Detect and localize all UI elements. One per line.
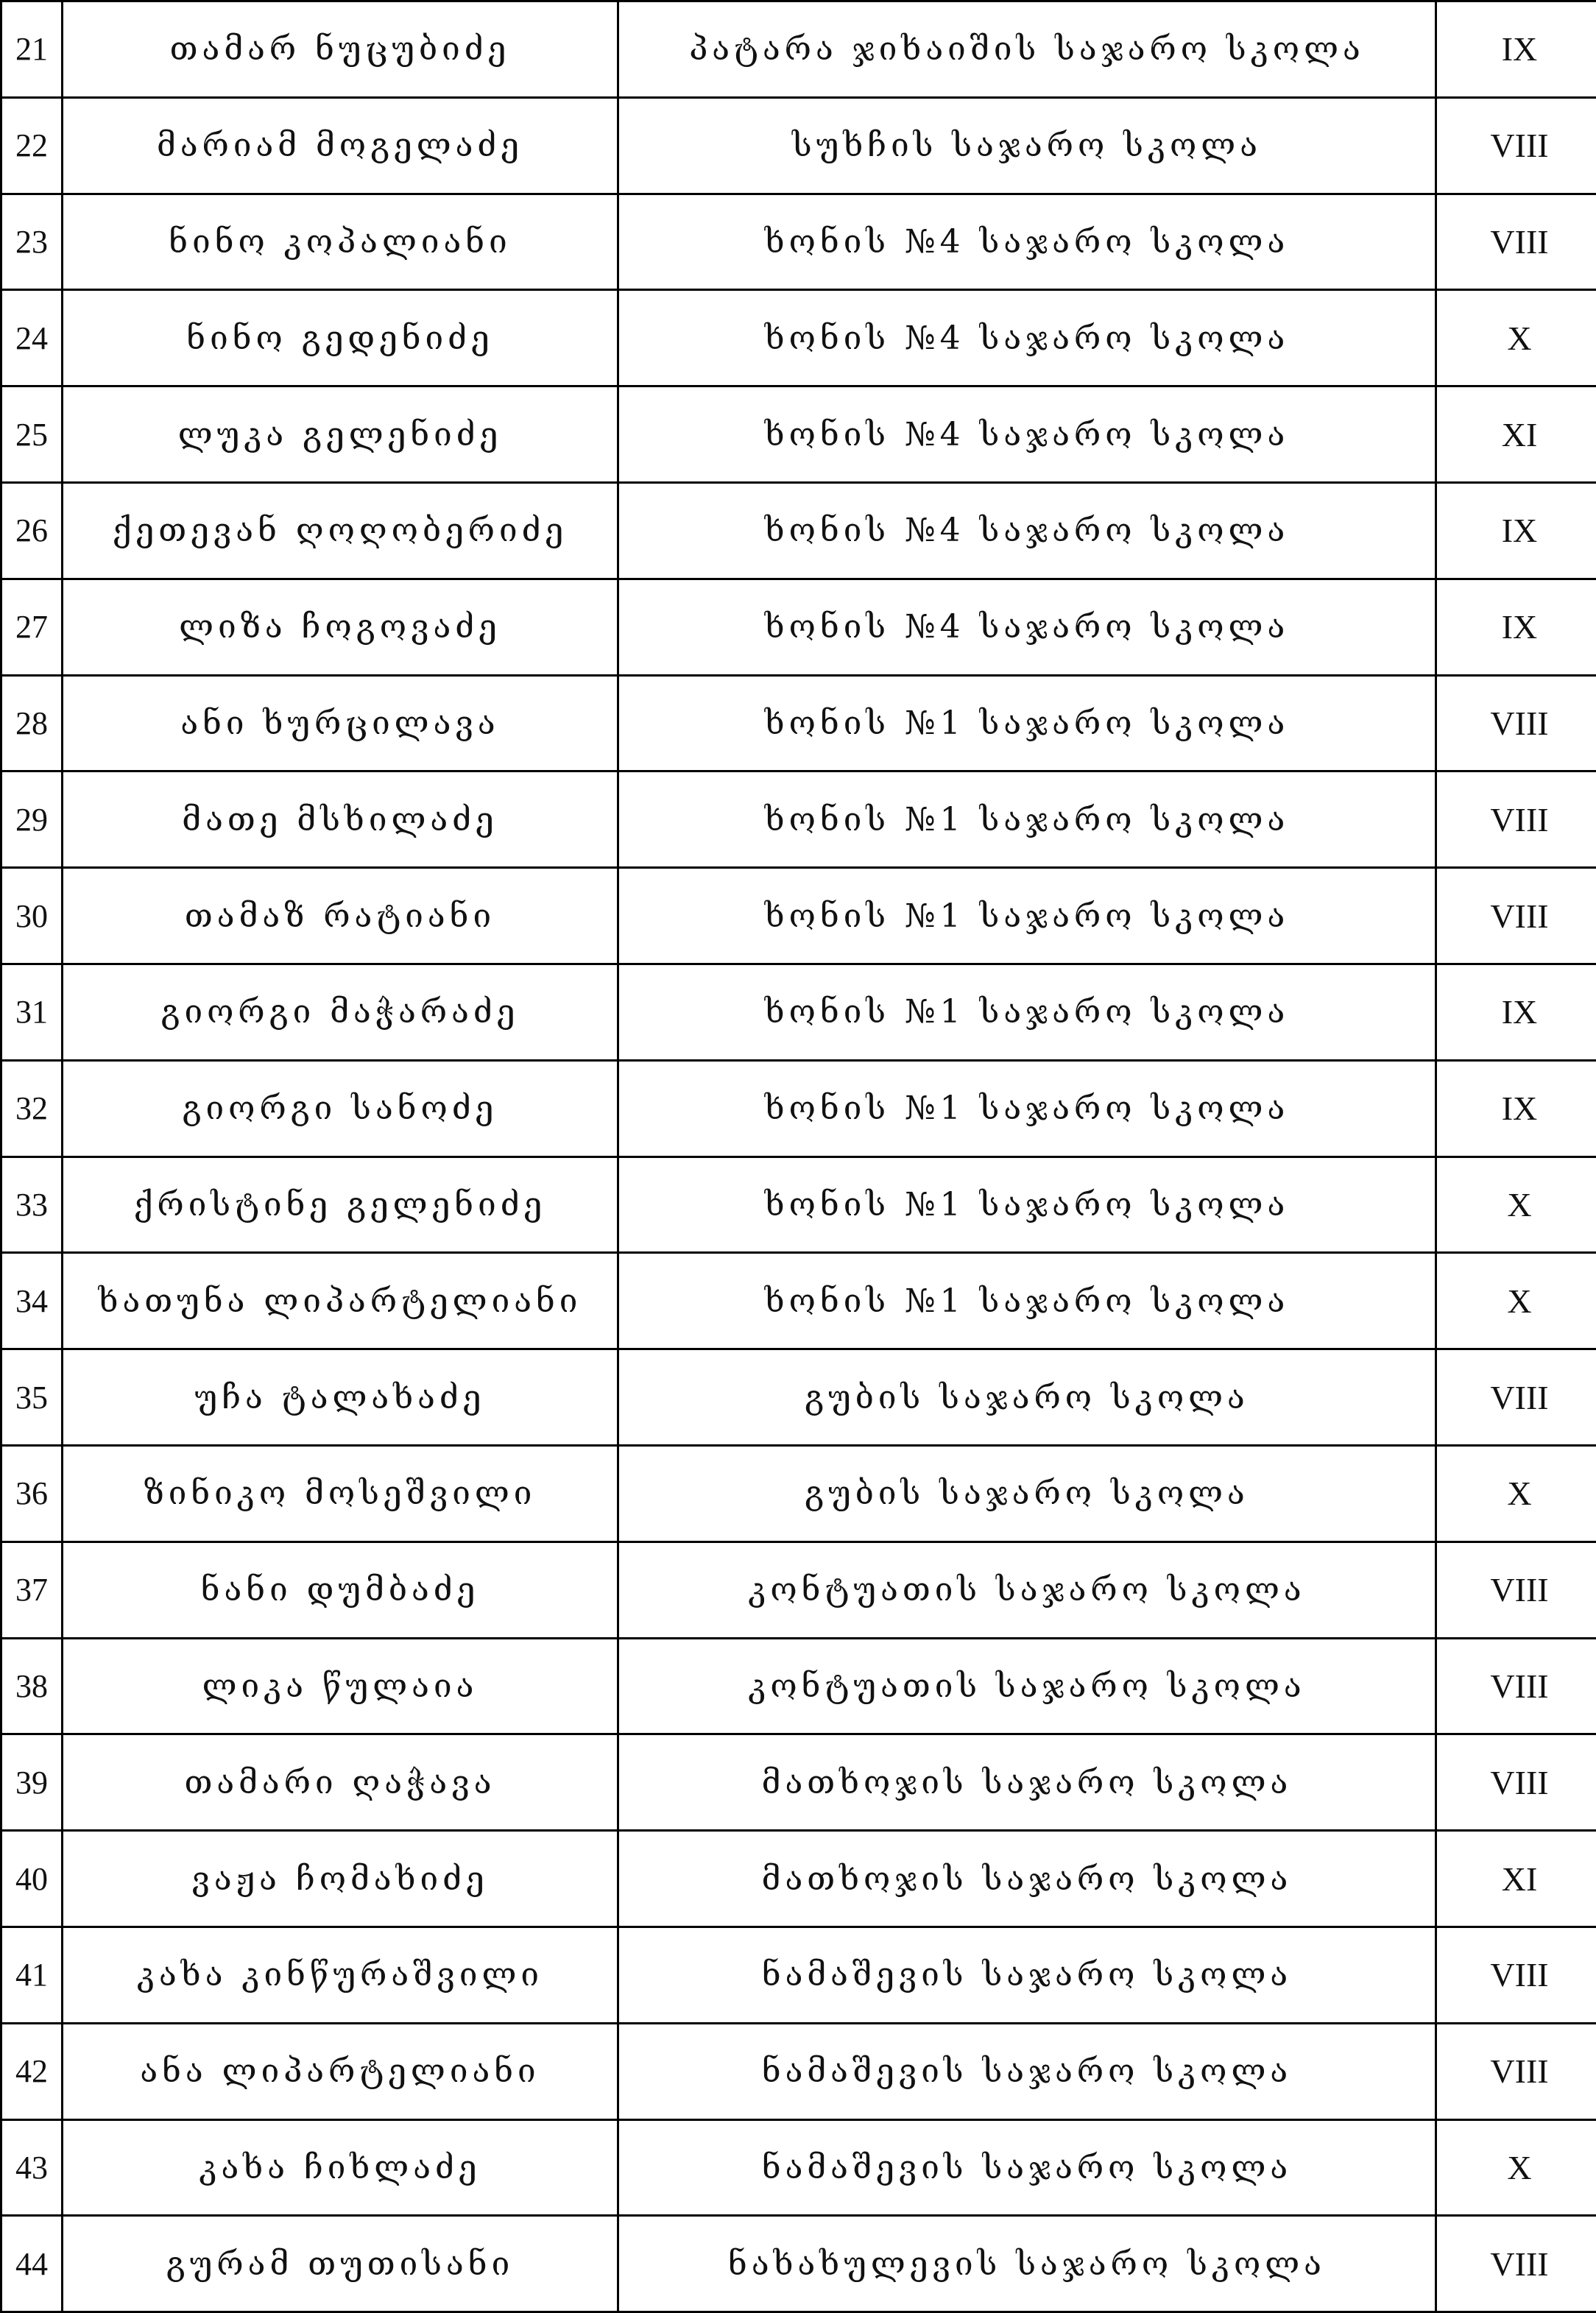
table-row	[1, 1156, 1596, 1253]
student-name-cell: ნანი დუმბაძე	[63, 1542, 618, 1638]
table-row	[1, 2216, 1596, 2312]
grade-cell: VIII	[1436, 1927, 1596, 2023]
school-name-cell: ნამაშევის საჯარო სკოლა	[618, 1927, 1436, 2023]
row-number-cell: 28	[1, 675, 63, 771]
student-name-cell: ქრისტინე გელენიძე	[63, 1156, 618, 1253]
student-name-cell: ლიზა ჩოგოვაძე	[63, 579, 618, 675]
grade-cell: VIII	[1436, 1734, 1596, 1831]
grade-cell: VIII	[1436, 771, 1596, 868]
table-row	[1, 2119, 1596, 2216]
table-row	[1, 1060, 1596, 1156]
student-name-cell: მათე მსხილაძე	[63, 771, 618, 868]
grade-cell: IX	[1436, 1060, 1596, 1156]
row-number-cell: 39	[1, 1734, 63, 1831]
grade-cell: IX	[1436, 964, 1596, 1060]
student-name-cell: თამარ ნუცუბიძე	[63, 1, 618, 98]
row-number-cell: 35	[1, 1349, 63, 1446]
grade-cell: VIII	[1436, 868, 1596, 964]
school-name-cell: ხონის №4 საჯარო სკოლა	[618, 290, 1436, 386]
school-name-cell: კონტუათის საჯარო სკოლა	[618, 1638, 1436, 1734]
school-name-cell: ხონის №4 საჯარო სკოლა	[618, 482, 1436, 579]
row-number-cell: 40	[1, 1831, 63, 1927]
row-number-cell: 36	[1, 1445, 63, 1542]
table-row	[1, 386, 1596, 483]
school-name-cell: მათხოჯის საჯარო სკოლა	[618, 1734, 1436, 1831]
grade-cell: VIII	[1436, 194, 1596, 290]
school-name-cell: გუბის საჯარო სკოლა	[618, 1349, 1436, 1446]
school-name-cell: ნამაშევის საჯარო სკოლა	[618, 2119, 1436, 2216]
row-number-cell: 38	[1, 1638, 63, 1734]
student-name-cell: გიორგი მაჭარაძე	[63, 964, 618, 1060]
table-row	[1, 194, 1596, 290]
grade-cell: IX	[1436, 579, 1596, 675]
school-name-cell: ნახახულევის საჯარო სკოლა	[618, 2216, 1436, 2312]
grade-cell: IX	[1436, 482, 1596, 579]
school-name-cell: მათხოჯის საჯარო სკოლა	[618, 1831, 1436, 1927]
row-number-cell: 32	[1, 1060, 63, 1156]
school-name-cell: გუბის საჯარო სკოლა	[618, 1445, 1436, 1542]
row-number-cell: 23	[1, 194, 63, 290]
school-name-cell: ნამაშევის საჯარო სკოლა	[618, 2023, 1436, 2119]
student-name-cell: ლიკა წულაია	[63, 1638, 618, 1734]
table-row	[1, 1349, 1596, 1446]
student-name-cell: ზინიკო მოსეშვილი	[63, 1445, 618, 1542]
table-row	[1, 290, 1596, 386]
school-name-cell: ხონის №1 საჯარო სკოლა	[618, 964, 1436, 1060]
school-name-cell: ხონის №4 საჯარო სკოლა	[618, 386, 1436, 483]
grade-cell: VIII	[1436, 2023, 1596, 2119]
grade-cell: VIII	[1436, 1542, 1596, 1638]
row-number-cell: 27	[1, 579, 63, 675]
row-number-cell: 44	[1, 2216, 63, 2312]
row-number-cell: 31	[1, 964, 63, 1060]
student-name-cell: ნინო კოპალიანი	[63, 194, 618, 290]
grade-cell: X	[1436, 1445, 1596, 1542]
student-name-cell: ვაჟა ჩომახიძე	[63, 1831, 618, 1927]
school-name-cell: კონტუათის საჯარო სკოლა	[618, 1542, 1436, 1638]
table-row	[1, 1927, 1596, 2023]
row-number-cell: 43	[1, 2119, 63, 2216]
student-name-cell: ანა ლიპარტელიანი	[63, 2023, 618, 2119]
school-name-cell: ხონის №1 საჯარო სკოლა	[618, 675, 1436, 771]
table-row	[1, 1253, 1596, 1349]
table-row	[1, 482, 1596, 579]
school-name-cell: პატარა ჯიხაიშის საჯარო სკოლა	[618, 1, 1436, 98]
school-name-cell: ხონის №1 საჯარო სკოლა	[618, 868, 1436, 964]
table-row	[1, 1, 1596, 98]
grade-cell: X	[1436, 2119, 1596, 2216]
student-name-cell: გურამ თუთისანი	[63, 2216, 618, 2312]
school-name-cell: ხონის №1 საჯარო სკოლა	[618, 1060, 1436, 1156]
table-row	[1, 1638, 1596, 1734]
row-number-cell: 37	[1, 1542, 63, 1638]
student-name-cell: ლუკა გელენიძე	[63, 386, 618, 483]
student-name-cell: მარიამ მოგელაძე	[63, 97, 618, 194]
table-row	[1, 2023, 1596, 2119]
school-name-cell: ხონის №1 საჯარო სკოლა	[618, 771, 1436, 868]
grade-cell: XI	[1436, 386, 1596, 483]
table-row	[1, 675, 1596, 771]
grade-cell: X	[1436, 290, 1596, 386]
school-name-cell: ხონის №4 საჯარო სკოლა	[618, 579, 1436, 675]
row-number-cell: 30	[1, 868, 63, 964]
row-number-cell: 26	[1, 482, 63, 579]
student-name-cell: უჩა ტალახაძე	[63, 1349, 618, 1446]
table-row	[1, 97, 1596, 194]
row-number-cell: 21	[1, 1, 63, 98]
school-name-cell: ხონის №1 საჯარო სკოლა	[618, 1156, 1436, 1253]
table-row	[1, 1734, 1596, 1831]
row-number-cell: 25	[1, 386, 63, 483]
student-name-cell: კახა ჩიხლაძე	[63, 2119, 618, 2216]
school-name-cell: ხონის №4 საჯარო სკოლა	[618, 194, 1436, 290]
row-number-cell: 22	[1, 97, 63, 194]
grade-cell: IX	[1436, 1, 1596, 98]
row-number-cell: 41	[1, 1927, 63, 2023]
grade-cell: VIII	[1436, 97, 1596, 194]
table-row	[1, 868, 1596, 964]
student-name-cell: კახა კინწურაშვილი	[63, 1927, 618, 2023]
row-number-cell: 34	[1, 1253, 63, 1349]
table-row	[1, 771, 1596, 868]
student-name-cell: ქეთევან ღოღობერიძე	[63, 482, 618, 579]
row-number-cell: 33	[1, 1156, 63, 1253]
row-number-cell: 42	[1, 2023, 63, 2119]
grade-cell: VIII	[1436, 675, 1596, 771]
school-name-cell: სუხჩის საჯარო სკოლა	[618, 97, 1436, 194]
participants-table-body	[1, 1, 1596, 2312]
row-number-cell: 29	[1, 771, 63, 868]
grade-cell: X	[1436, 1253, 1596, 1349]
student-name-cell: გიორგი სანოძე	[63, 1060, 618, 1156]
student-name-cell: თამარი ღაჭავა	[63, 1734, 618, 1831]
table-row	[1, 964, 1596, 1060]
grade-cell: VIII	[1436, 2216, 1596, 2312]
grade-cell: VIII	[1436, 1349, 1596, 1446]
table-row	[1, 1542, 1596, 1638]
student-name-cell: ანი ხურცილავა	[63, 675, 618, 771]
table-row	[1, 1831, 1596, 1927]
table-row	[1, 1445, 1596, 1542]
grade-cell: XI	[1436, 1831, 1596, 1927]
table-row	[1, 579, 1596, 675]
grade-cell: VIII	[1436, 1638, 1596, 1734]
school-name-cell: ხონის №1 საჯარო სკოლა	[618, 1253, 1436, 1349]
student-name-cell: თამაზ რატიანი	[63, 868, 618, 964]
student-name-cell: ნინო გედენიძე	[63, 290, 618, 386]
student-name-cell: ხათუნა ლიპარტელიანი	[63, 1253, 618, 1349]
grade-cell: X	[1436, 1156, 1596, 1253]
row-number-cell: 24	[1, 290, 63, 386]
